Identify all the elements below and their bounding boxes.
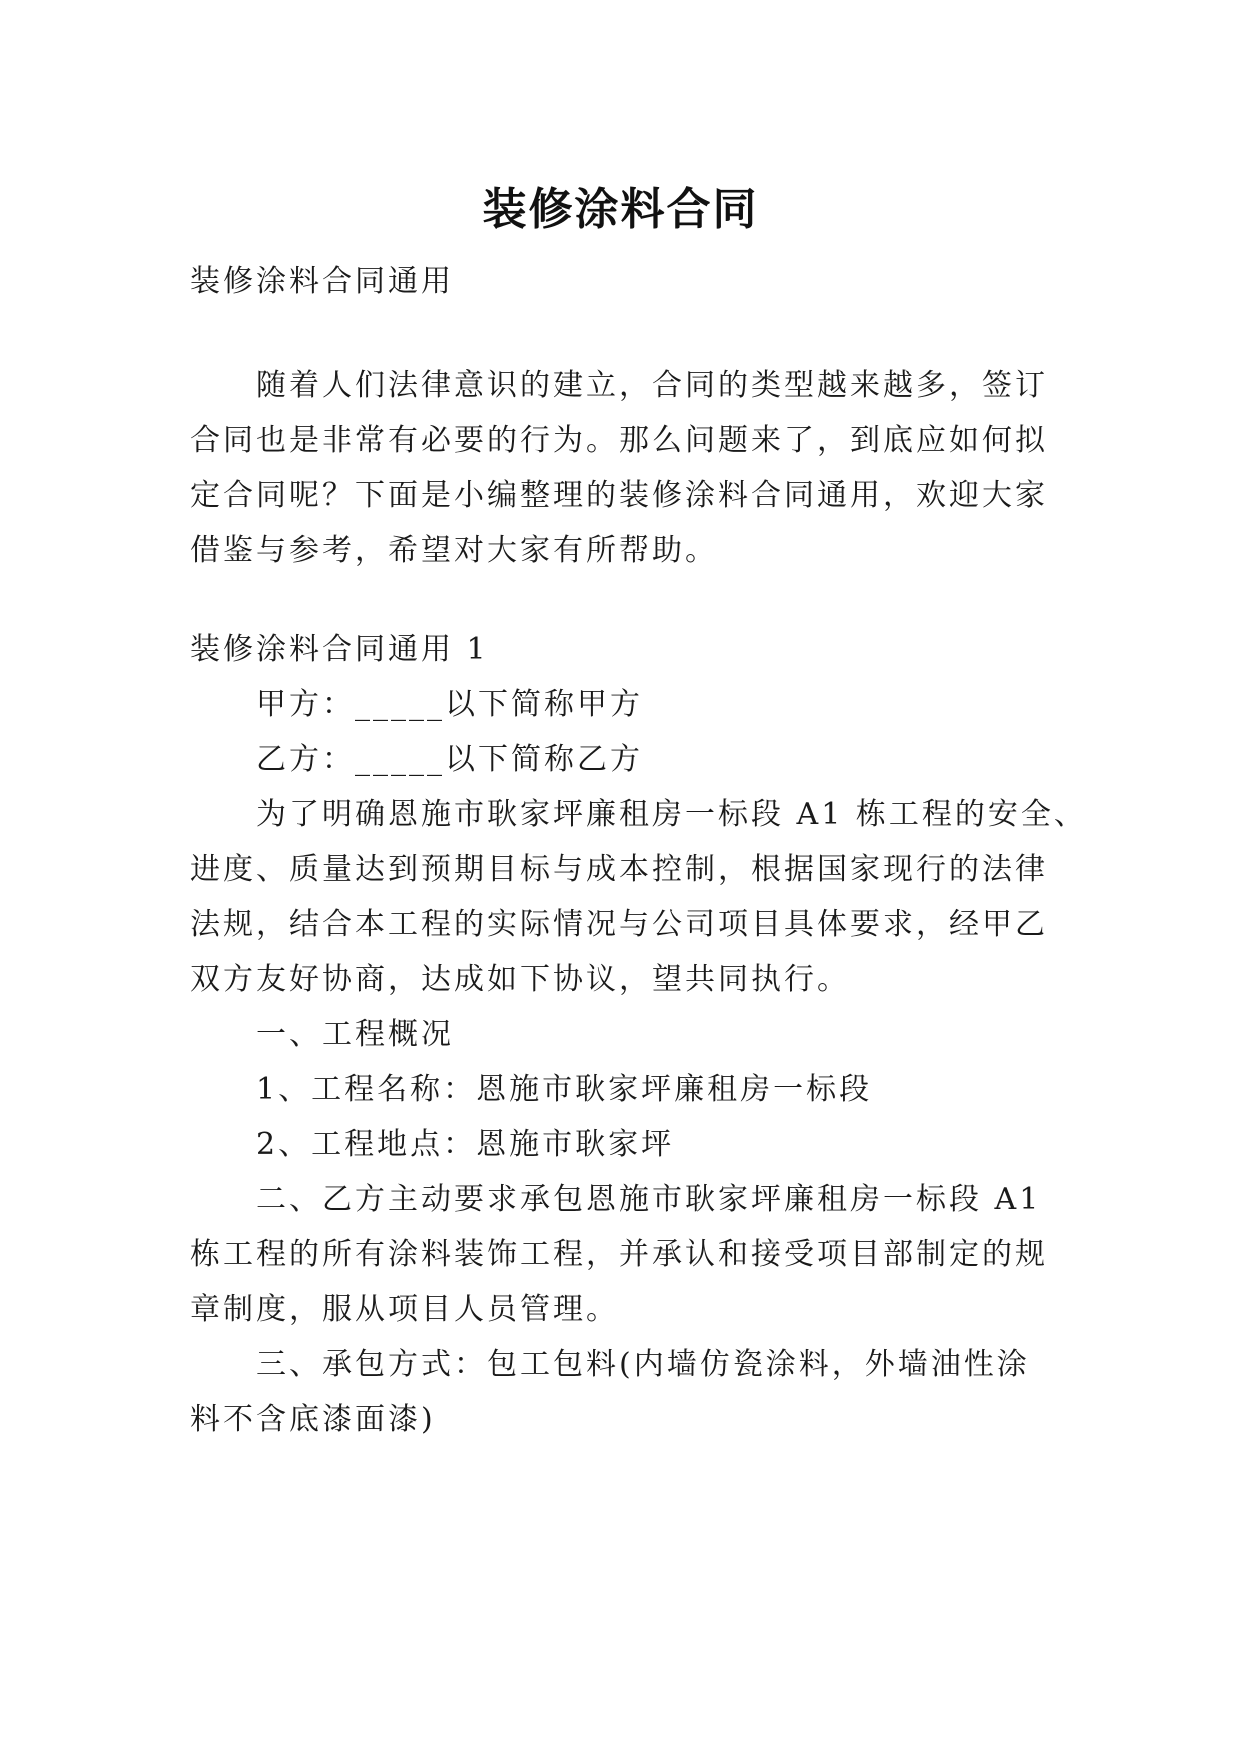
clause-1-item-2: 2、工程地点：恩施市耿家坪 (256, 1127, 675, 1162)
purpose-line-1: 为了明确恩施市耿家坪廉租房一标段 A1 栋工程的安全、 (256, 797, 1087, 832)
document-subtitle: 装修涂料合同通用 (190, 264, 454, 299)
purpose-line-2: 进度、质量达到预期目标与成本控制，根据国家现行的法律 (190, 852, 1048, 887)
clause-1-heading: 一、工程概况 (256, 1017, 454, 1052)
clause-3-line-2: 料不含底漆面漆) (190, 1402, 436, 1437)
intro-line-1: 随着人们法律意识的建立，合同的类型越来越多，签订 (256, 368, 1048, 403)
purpose-line-3: 法规，结合本工程的实际情况与公司项目具体要求，经甲乙 (190, 907, 1048, 942)
clause-1-item-1: 1、工程名称：恩施市耿家坪廉租房一标段 (256, 1072, 873, 1107)
intro-line-2: 合同也是非常有必要的行为。那么问题来了，到底应如何拟 (190, 423, 1048, 458)
intro-line-3: 定合同呢？下面是小编整理的装修涂料合同通用，欢迎大家 (190, 478, 1048, 513)
party-b-line: 乙方：_____以下简称乙方 (256, 742, 643, 777)
document-title: 装修涂料合同 (482, 184, 759, 236)
clause-2-line-3: 章制度，服从项目人员管理。 (190, 1292, 619, 1327)
clause-2-line-1: 二、乙方主动要求承包恩施市耿家坪廉租房一标段 A1 (256, 1182, 1042, 1217)
clause-2-line-2: 栋工程的所有涂料装饰工程，并承认和接受项目部制定的规 (190, 1237, 1048, 1272)
purpose-line-4: 双方友好协商，达成如下协议，望共同执行。 (190, 962, 850, 997)
section-heading: 装修涂料合同通用 1 (190, 632, 489, 667)
clause-3-line-1: 三、承包方式：包工包料(内墙仿瓷涂料，外墙油性涂 (256, 1347, 1030, 1382)
intro-line-4: 借鉴与参考，希望对大家有所帮助。 (190, 533, 718, 568)
party-a-line: 甲方：_____以下简称甲方 (256, 687, 643, 722)
